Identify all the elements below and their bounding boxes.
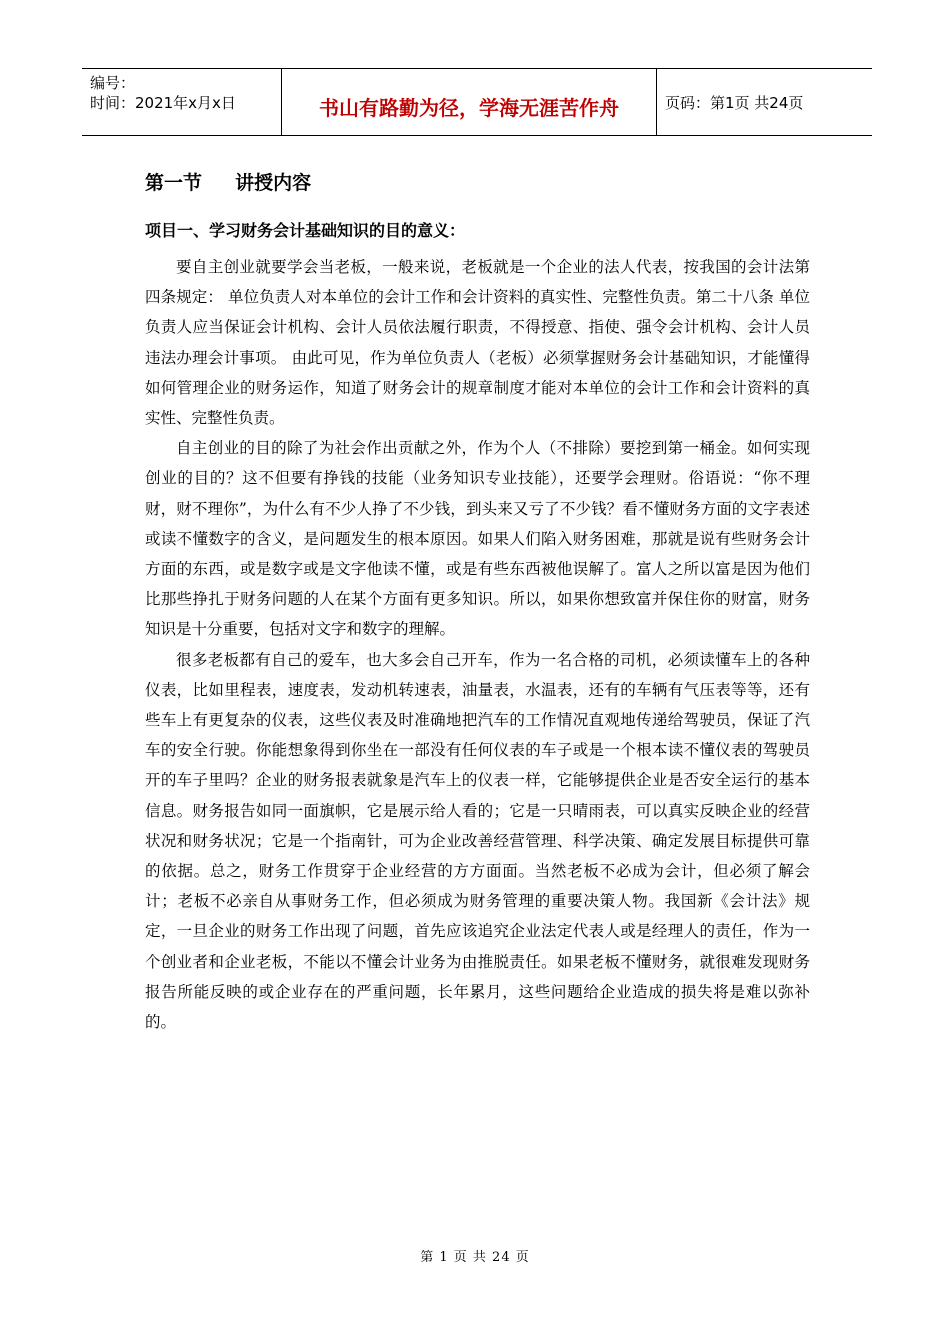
paragraph-3: 很多老板都有自己的爱车，也大多会自己开车，作为一名合格的司机，必须读懂车上的各种仪表，比如里程表，速度表，发动机转速表，油量表，水温表，还有的车辆有气压表等等，还有些车上有更复杂的仪表，这些仪表及时准确地把汽车的工作情况直观地传递给驾驶员，保证了汽车的安全行驶。你能想象得到你坐在一部没有任何仪表的车子或是一个根本读不懂仪表的驾驶员开的车子里吗？企业的财务报表就象是汽车上的仪表一样，它能够提供企业是否安全运行的基本信息。财务报告如同一面旗帜，它是展示给人看的；它是一只晴雨表，可以真实反映企业的经营状况和财务状况；它是一个指南针，可为企业改善经营管理、科学决策、确定发展目标提供可靠的依据。总之，财务工作贯穿于企业经营的方方面面。当然老板不必成为会计，但必须了解会计；老板不必亲自从事财务工作，但必须成为财务管理的重要决策人物。我国新《会计法》规定，一旦企业的财务工作出现了问题，首先应该追究企业法定代表人或是经理人的责任，作为一个创业者和企业老板，不能以不懂会计业务为由推脱责任。如果老板不懂财务，就很难发现财务报告所能反映的或企业存在的严重问题，长年累月，这些问题给企业造成的损失将是难以弥补的。 (145, 650, 810, 1032)
number-label: 编号： (90, 74, 136, 92)
paragraph-1: 要自主创业就要学会当老板，一般来说，老板就是一个企业的法人代表，按我国的会计法第四条规定： 单位负责人对本单位的会计工作和会计资料的真实性、完整性负责。第二十八条 单位负责人应当保证会计机构、会计人员依法履行职责，不得授意、指使、强令会计机构、会计人员违法办理会计事项。 由此可见，作为单位负责人（老板）必须掌握财务会计基础知识，才能懂得如何管理企业的财务运作，知道了财务会计的规章制度才能对本单位的会计工作和会计资料的真实性、完整性负责。 (145, 258, 810, 428)
time-label: 时间：2021年x月x日 (90, 94, 236, 112)
paragraph-2: 自主创业的目的除了为社会作出贡献之外，作为个人（不排除）要挖到第一桶金。如何实现创业的目的？这不但要有挣钱的技能（业务知识专业技能），还要学会理财。俗语说：“你不理财，财不理你”，为什么有不少人挣了不少钱，到头来又亏了不少钱？看不懂财务方面的文字表述或读不懂数字的含义，是问题发生的根本原因。如果人们陷入财务困难，那就是说有些财务会计方面的东西，或是数字或是文字他读不懂，或是有些东西被他误解了。富人之所以富是因为他们比那些挣扎于财务问题的人在某个方面有更多知识。所以，如果你想致富并保住你的财富，财务知识是十分重要，包括对文字和数字的理解。 (145, 439, 810, 639)
section-title: 第一节 讲授内容 (145, 172, 312, 194)
header-page-info: 页码：第1页 共24页 (665, 93, 804, 112)
header-meta (82, 69, 282, 135)
page-footer: 第 1 页 共 24 页 (420, 1250, 530, 1265)
document-body (145, 168, 810, 1037)
subsection-title: 项目一、学习财务会计基础知识的目的意义： (145, 221, 466, 240)
page-header (82, 68, 872, 136)
header-motto: 书山有路勤为径，学海无涯苦作舟 (282, 69, 657, 135)
